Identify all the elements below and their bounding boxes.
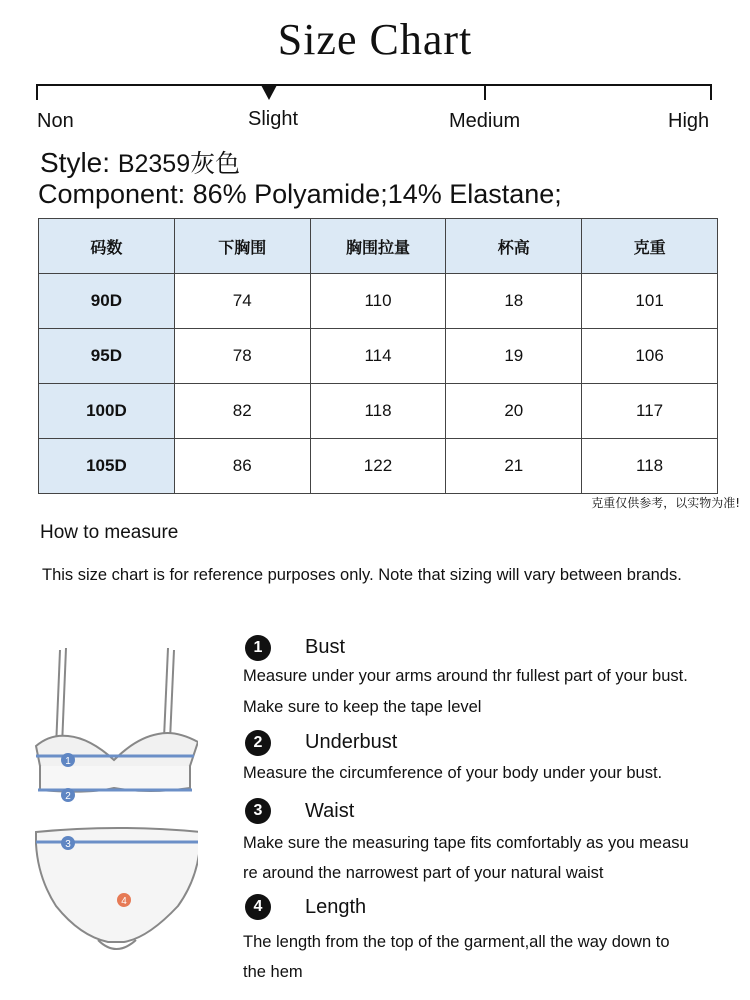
- table-cell: 82: [174, 384, 310, 439]
- waist-text-line-2: re around the narrowest part of your natural waist: [243, 864, 604, 882]
- brief-outline: [36, 828, 198, 949]
- scale-label-high: High: [668, 110, 710, 132]
- table-cell: 118: [310, 384, 446, 439]
- scale-label-slight: Slight: [248, 108, 299, 130]
- diagram-marker-1: [61, 753, 75, 767]
- size-table: [38, 218, 718, 494]
- bust-title: Bust: [305, 636, 346, 658]
- diagram-marker-3: [61, 836, 75, 850]
- waist-title: Waist: [305, 800, 355, 822]
- stretch-scale: [36, 82, 714, 102]
- table-cell: 106: [582, 329, 718, 384]
- style-label: Style:: [40, 147, 111, 178]
- scale-line: [36, 84, 712, 86]
- table-header: 下胸围: [174, 219, 310, 274]
- diagram-marker-2: [61, 788, 75, 802]
- weight-note: 克重仅供参考，以实物为准!: [591, 496, 740, 510]
- table-cell: 78: [174, 329, 310, 384]
- table-row: [39, 329, 718, 384]
- how-to-measure-heading: How to measure: [40, 522, 179, 543]
- table-cell: 118: [582, 439, 718, 494]
- number-4-icon: 4: [245, 894, 271, 920]
- table-cell: 74: [174, 274, 310, 329]
- table-header-row: [39, 219, 718, 274]
- reference-text: This size chart is for reference purposes only. Note that sizing will vary between brands.: [42, 566, 682, 584]
- table-header: 胸围拉量: [310, 219, 446, 274]
- style-value: B2359灰色: [117, 150, 241, 178]
- bust-text-line-2: Make sure to keep the tape level: [243, 698, 482, 716]
- svg-text:4: 4: [121, 896, 127, 907]
- table-header: 克重: [582, 219, 718, 274]
- length-title: Length: [305, 896, 367, 918]
- page-title: Size Chart: [277, 15, 473, 64]
- table-cell: 86: [174, 439, 310, 494]
- number-2-icon: 2: [245, 730, 271, 756]
- scale-label-medium: Medium: [449, 110, 521, 132]
- scale-tick: [710, 84, 712, 100]
- table-cell: 20: [446, 384, 582, 439]
- table-cell: 21: [446, 439, 582, 494]
- scale-tick: [36, 84, 38, 100]
- table-row: [39, 274, 718, 329]
- waist-text-line-1: Make sure the measuring tape fits comfortably as you measu: [243, 834, 689, 852]
- table-cell-size: 100D: [39, 384, 175, 439]
- diagram-marker-4: [117, 893, 131, 907]
- length-text-line-1: The length from the top of the garment,all the way down to: [243, 933, 670, 951]
- component-line: Component: 86% Polyamide;14% Elastane;: [38, 179, 562, 209]
- scale-tick: [484, 84, 486, 100]
- bra-outline: [36, 648, 198, 792]
- table-row: [39, 439, 718, 494]
- underbust-title: Underbust: [305, 731, 398, 753]
- table-cell: 101: [582, 274, 718, 329]
- table-header: 码数: [39, 219, 175, 274]
- table-header: 杯高: [446, 219, 582, 274]
- length-text-line-2: the hem: [243, 963, 303, 981]
- svg-text:3: 3: [65, 839, 71, 850]
- underbust-text-line-1: Measure the circumference of your body under your bust.: [243, 764, 663, 782]
- svg-text:2: 2: [65, 791, 71, 802]
- table-cell: 110: [310, 274, 446, 329]
- style-line: [40, 144, 240, 180]
- table-cell-size: 90D: [39, 274, 175, 329]
- table-cell: 117: [582, 384, 718, 439]
- table-cell: 114: [310, 329, 446, 384]
- table-cell-size: 105D: [39, 439, 175, 494]
- table-cell-size: 95D: [39, 329, 175, 384]
- table-cell: 122: [310, 439, 446, 494]
- table-cell: 19: [446, 329, 582, 384]
- scale-label-non: Non: [37, 110, 74, 132]
- number-3-icon: 3: [245, 798, 271, 824]
- table-cell: 18: [446, 274, 582, 329]
- bust-text-line-1: Measure under your arms around thr fullest part of your bust.: [243, 667, 688, 685]
- svg-text:1: 1: [65, 756, 71, 767]
- scale-pointer-icon: [261, 85, 277, 100]
- table-row: [39, 384, 718, 439]
- garment-diagram: [28, 638, 198, 968]
- number-1-icon: 1: [245, 635, 271, 661]
